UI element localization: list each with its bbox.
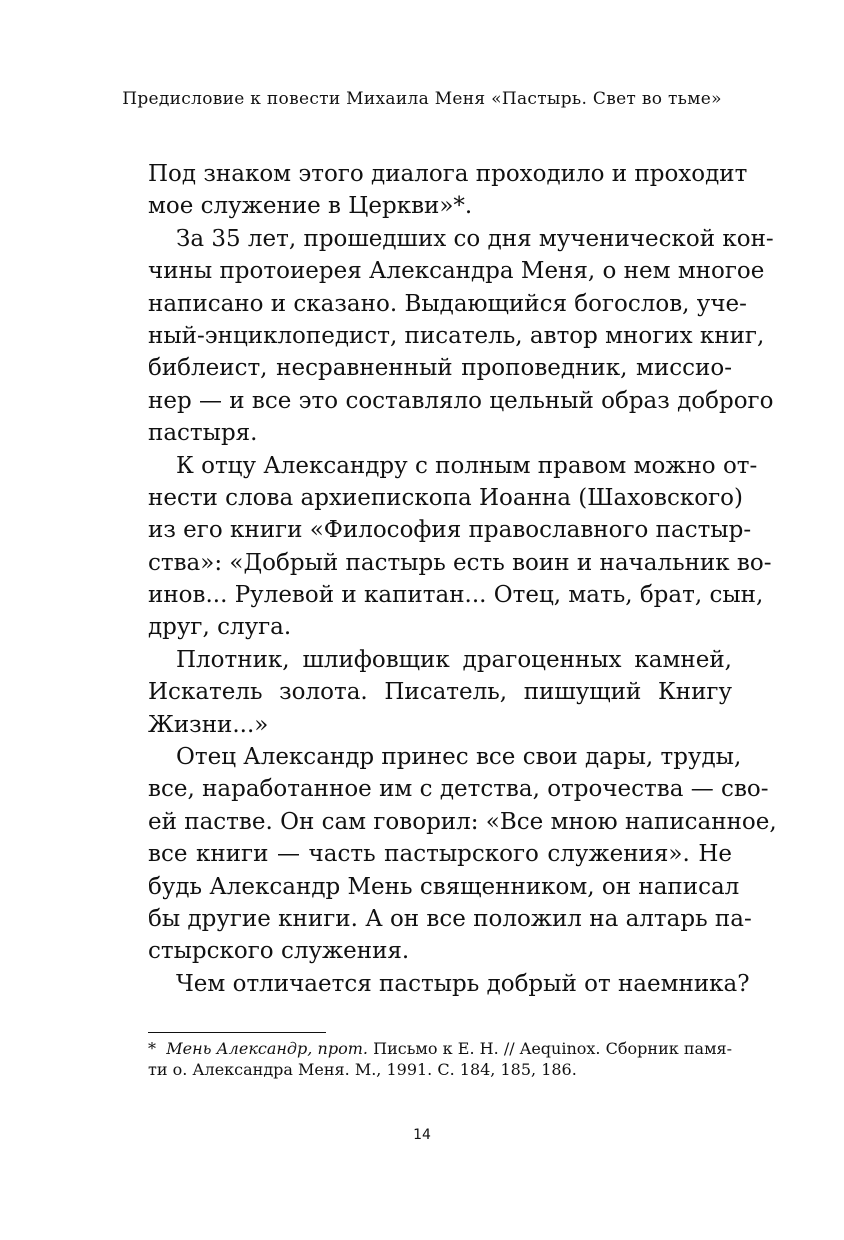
text-line: ства»: «Добрый пастырь есть воин и начальник во- — [148, 549, 772, 576]
text-line: ный-энциклопедист, писатель, автор многих книг, — [148, 322, 765, 349]
text-line: будь Александр Мень священником, он написал — [148, 873, 740, 900]
text-line: друг, слуга. — [148, 614, 292, 641]
footnote-author: Мень Александр, прот. — [166, 1039, 368, 1058]
running-head: Предисловие к повести Михаила Меня «Пастырь. Свет во тьме» — [122, 89, 722, 109]
text-line: все, наработанное им с детства, отрочества — сво- — [148, 776, 769, 803]
footnote-line — [148, 1038, 732, 1059]
footnote-citation: Письмо к Е. Н. // Aequinox. Сборник памя- — [373, 1039, 733, 1058]
text-line: бы другие книги. А он все положил на алтарь па- — [148, 905, 752, 932]
text-line: Искатель золота. Писатель, пишущий Книгу — [148, 679, 732, 706]
text-line: из его книги «Философия православного пастыр- — [148, 517, 752, 544]
text-line: нести слова архиепископа Иоанна (Шаховского) — [148, 484, 743, 511]
text-line: написано и сказано. Выдающийся богослов, уче- — [148, 290, 747, 317]
main-text — [148, 158, 777, 1000]
text-line: Плотник, шлифовщик драгоценных камней, — [176, 646, 732, 673]
footnote — [148, 1038, 732, 1080]
text-line: чины протоиерея Александра Меня, о нем многое — [148, 258, 765, 285]
text-line: все книги — часть пастырского служения». Не — [148, 841, 732, 868]
text-line: нер — и все это составляло цельный образ доброго — [148, 387, 774, 414]
footnote-divider — [148, 1032, 326, 1033]
text-line: К отцу Александру с полным правом можно от- — [176, 452, 758, 479]
text-line: ей пастве. Он сам говорил: «Все мною написанное, — [148, 808, 777, 835]
text-line: Отец Александр принес все свои дары, труды, — [176, 744, 742, 771]
text-line: стырского служения. — [148, 938, 410, 965]
text-line: мое служение в Церкви»*. — [148, 193, 473, 220]
text-line: инов... Рулевой и капитан... Отец, мать, брат, сын, — [148, 582, 764, 609]
footnote-line: ти о. Александра Меня. М., 1991. С. 184, 185, 186. — [148, 1060, 577, 1079]
footnote-marker: * — [148, 1039, 156, 1058]
text-line: Жизни...» — [148, 711, 269, 738]
text-line: За 35 лет, прошедших со дня мученической кон- — [176, 225, 774, 252]
page-number: 14 — [413, 1127, 431, 1143]
text-line: библеист, несравненный проповедник, миссио- — [148, 355, 732, 382]
text-line: Под знаком этого диалога проходило и проходит — [148, 161, 748, 187]
text-line: Чем отличается пастырь добрый от наемника? — [176, 970, 750, 997]
text-line: пастыря. — [148, 420, 258, 447]
